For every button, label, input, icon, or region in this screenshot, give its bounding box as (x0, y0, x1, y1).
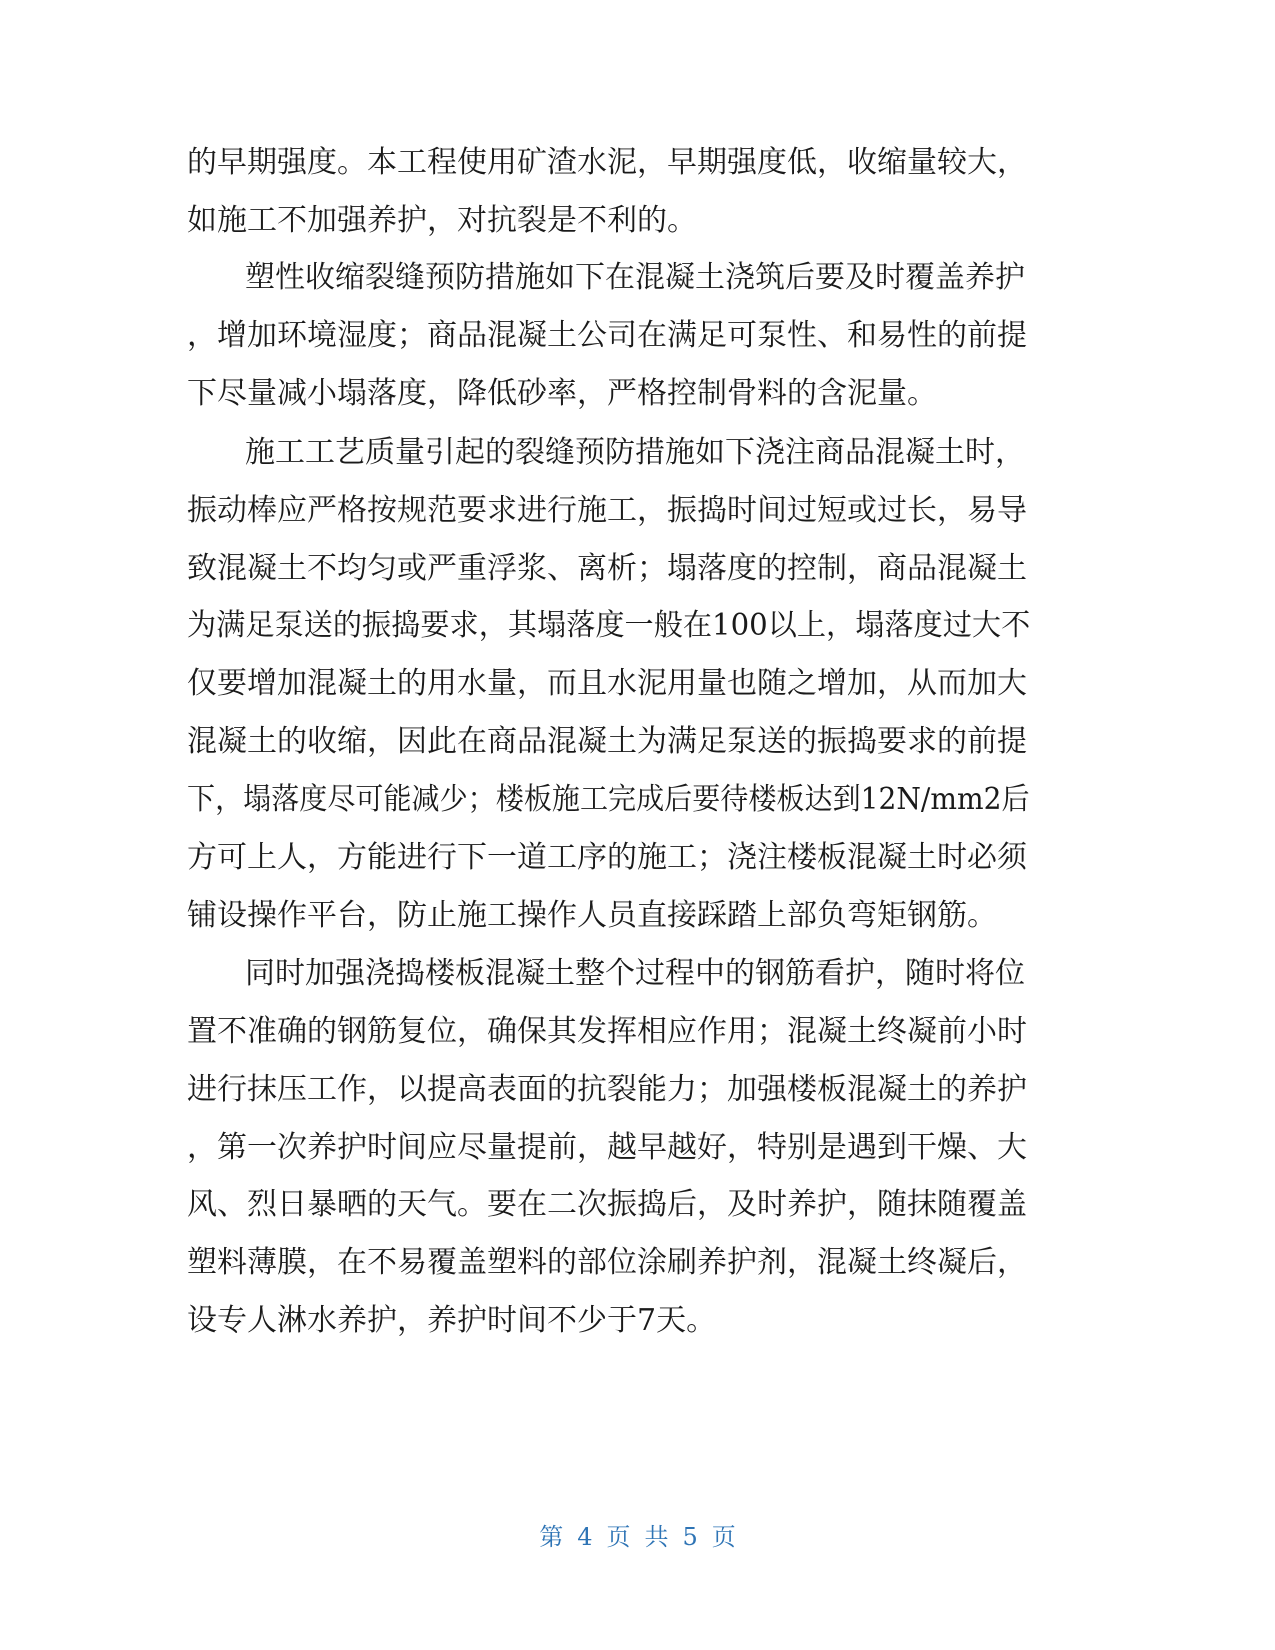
text-line: 方可上人，方能进行下一道工序的施工；浇注楼板混凝土时必须 (187, 840, 1027, 875)
text-line: 进行抹压工作，以提高表面的抗裂能力；加强楼板混凝土的养护 (187, 1072, 1027, 1107)
text-line: ，第一次养护时间应尽量提前，越早越好，特别是遇到干燥、大 (187, 1130, 1027, 1165)
text-line: 塑料薄膜，在不易覆盖塑料的部位涂刷养护剂，混凝土终凝后， (187, 1245, 1027, 1280)
page-word-suffix: 页 (711, 1523, 736, 1551)
text-line: 下尽量减小塌落度，降低砂率，严格控制骨料的含泥量。 (187, 376, 937, 411)
paragraph-first-line: 同时加强浇捣楼板混凝土整个过程中的钢筋看护，随时将位 (245, 956, 1025, 991)
text-line: 下，塌落度尽可能减少；楼板施工完成后要待楼板达到12N/mm2后 (187, 782, 1030, 817)
text-line: 的早期强度。本工程使用矿渣水泥，早期强度低，收缩量较大， (187, 145, 1027, 180)
text-line: 风、烈日暴晒的天气。要在二次振捣后，及时养护，随抹随覆盖 (187, 1187, 1027, 1222)
text-line: ，增加环境湿度；商品混凝土公司在满足可泵性、和易性的前提 (187, 318, 1027, 353)
text-line: 致混凝土不均匀或严重浮浆、离析；塌落度的控制，商品混凝土 (187, 551, 1027, 586)
text-line: 设专人淋水养护，养护时间不少于7天。 (187, 1303, 717, 1338)
text-line: 仅要增加混凝土的用水量，而且水泥用量也随之增加，从而加大 (187, 666, 1027, 701)
page-footer (0, 1522, 1275, 1552)
total-word: 共 (644, 1523, 669, 1551)
current-page-number: 4 (577, 1523, 593, 1551)
text-line: 为满足泵送的振捣要求，其塌落度一般在100以上，塌落度过大不 (187, 608, 1031, 643)
page-word: 页 (606, 1523, 631, 1551)
total-page-number: 5 (682, 1523, 698, 1551)
text-line: 如施工不加强养护，对抗裂是不利的。 (187, 203, 697, 238)
page-number-prefix: 第 (539, 1523, 564, 1551)
paragraph-first-line: 施工工艺质量引起的裂缝预防措施如下浇注商品混凝土时， (245, 435, 1025, 470)
text-line: 置不准确的钢筋复位，确保其发挥相应作用；混凝土终凝前小时 (187, 1014, 1027, 1049)
text-line: 振动棒应严格按规范要求进行施工，振捣时间过短或过长，易导 (187, 493, 1027, 528)
text-line: 混凝土的收缩，因此在商品混凝土为满足泵送的振捣要求的前提 (187, 724, 1027, 759)
text-line: 铺设操作平台，防止施工操作人员直接踩踏上部负弯矩钢筋。 (187, 898, 997, 933)
paragraph-first-line: 塑性收缩裂缝预防措施如下在混凝土浇筑后要及时覆盖养护 (245, 260, 1025, 295)
